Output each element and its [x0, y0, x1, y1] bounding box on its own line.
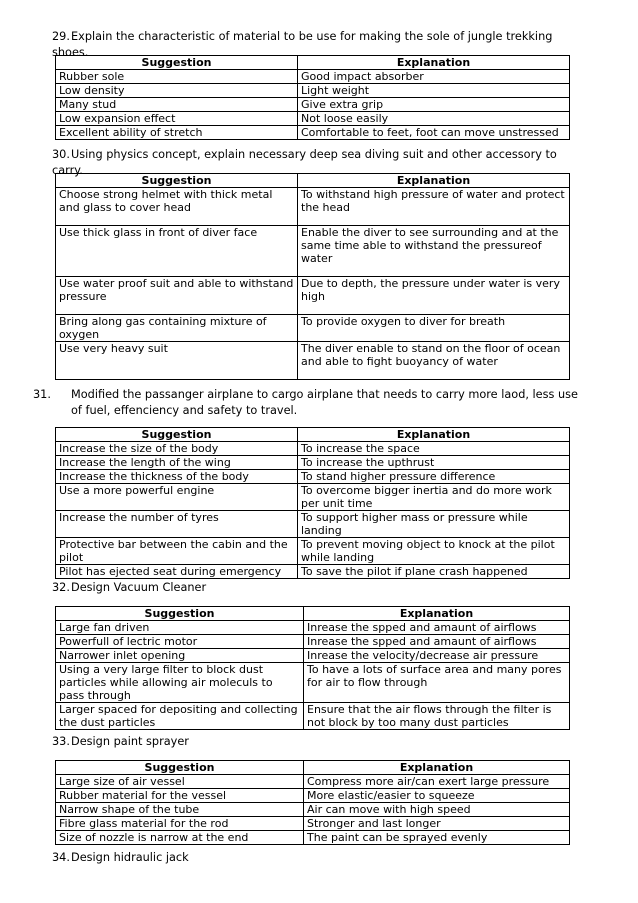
table-row	[56, 277, 570, 315]
table-row	[56, 803, 570, 817]
question-text: Design Vacuum Cleaner	[71, 581, 207, 594]
suggestion-cell: Excellent ability of stretch	[56, 126, 298, 140]
header-explanation: Explanation	[298, 174, 570, 188]
question-number: 29.	[52, 30, 70, 43]
table-header-row	[56, 428, 570, 442]
question-31	[33, 387, 591, 419]
table-row	[56, 789, 570, 803]
table-row	[56, 84, 570, 98]
explanation-cell: Not loose easily	[298, 112, 570, 126]
explanation-cell: To overcome bigger inertia and do more work per unit time	[298, 484, 570, 511]
table-30	[55, 173, 570, 380]
table-row	[56, 70, 570, 84]
table-row	[56, 188, 570, 226]
suggestion-cell: Increase the size of the body	[56, 442, 298, 456]
suggestion-cell: Rubber sole	[56, 70, 298, 84]
table-row	[56, 511, 570, 538]
suggestion-cell: Use water proof suit and able to withstand pressure	[56, 277, 298, 315]
suggestion-cell: Many stud	[56, 98, 298, 112]
suggestion-cell: Large size of air vessel	[56, 775, 304, 789]
table-row	[56, 315, 570, 342]
table-32	[55, 606, 570, 730]
suggestion-cell: Increase the thickness of the body	[56, 470, 298, 484]
question-32	[52, 580, 572, 596]
table-row	[56, 635, 570, 649]
table-header-row	[56, 607, 570, 621]
suggestion-cell: Powerfull of lectric motor	[56, 635, 304, 649]
table-row	[56, 470, 570, 484]
table-row	[56, 703, 570, 730]
suggestion-cell: Use thick glass in front of diver face	[56, 226, 298, 277]
question-text: Explain the characteristic of material to be use for making the sole of jungle trekking shoes.	[52, 30, 553, 59]
header-suggestion: Suggestion	[56, 56, 298, 70]
suggestion-cell: Large fan driven	[56, 621, 304, 635]
table-header-row	[56, 761, 570, 775]
explanation-cell: Inrease the spped and amaunt of airflows	[304, 635, 570, 649]
header-explanation: Explanation	[304, 607, 570, 621]
table-row	[56, 831, 570, 845]
header-suggestion: Suggestion	[56, 428, 298, 442]
explanation-cell: The paint can be sprayed evenly	[304, 831, 570, 845]
header-suggestion: Suggestion	[56, 607, 304, 621]
question-text: Modified the passanger airplane to cargo airplane that needs to carry more laod, less use of fuel, effenciency and safety to travel.	[71, 388, 578, 417]
suggestion-cell: Protective bar between the cabin and the pilot	[56, 538, 298, 565]
table-row	[56, 538, 570, 565]
suggestion-cell: Use very heavy suit	[56, 342, 298, 380]
table-header-row	[56, 174, 570, 188]
explanation-cell: Air can move with high speed	[304, 803, 570, 817]
header-explanation: Explanation	[298, 428, 570, 442]
question-text: Using physics concept, explain necessary deep sea diving suit and other accessory to carry.	[52, 148, 557, 177]
question-number: 32.	[52, 581, 70, 594]
suggestion-cell: Low expansion effect	[56, 112, 298, 126]
question-number: 33.	[52, 735, 70, 748]
suggestion-cell: Narrow shape of the tube	[56, 803, 304, 817]
table-row	[56, 98, 570, 112]
question-text: Design paint sprayer	[71, 735, 189, 748]
header-suggestion: Suggestion	[56, 761, 304, 775]
suggestion-cell: Larger spaced for depositing and collecting the dust particles	[56, 703, 304, 730]
table-row	[56, 565, 570, 579]
suggestion-cell: Rubber material for the vessel	[56, 789, 304, 803]
question-34	[52, 850, 572, 866]
explanation-cell: To have a lots of surface area and many pores for air to flow through	[304, 663, 570, 703]
suggestion-cell: Fibre glass material for the rod	[56, 817, 304, 831]
explanation-cell: Give extra grip	[298, 98, 570, 112]
question-text: Design hidraulic jack	[71, 851, 189, 864]
suggestion-cell: Low density	[56, 84, 298, 98]
table-row	[56, 442, 570, 456]
table-row	[56, 663, 570, 703]
table-row	[56, 484, 570, 511]
table-row	[56, 621, 570, 635]
explanation-cell: Comfortable to feet, foot can move unstressed	[298, 126, 570, 140]
suggestion-cell: Use a more powerful engine	[56, 484, 298, 511]
table-31	[55, 427, 570, 579]
table-33	[55, 760, 570, 845]
table-29	[55, 55, 570, 140]
suggestion-cell: Size of nozzle is narrow at the end	[56, 831, 304, 845]
explanation-cell: Light weight	[298, 84, 570, 98]
explanation-cell: To increase the upthrust	[298, 456, 570, 470]
explanation-cell: The diver enable to stand on the floor of ocean and able to fight buoyancy of water	[298, 342, 570, 380]
table-row	[56, 126, 570, 140]
explanation-cell: To withstand high pressure of water and protect the head	[298, 188, 570, 226]
header-explanation: Explanation	[304, 761, 570, 775]
table-header-row	[56, 56, 570, 70]
question-33	[52, 734, 572, 750]
explanation-cell: Compress more air/can exert large pressure	[304, 775, 570, 789]
suggestion-cell: Using a very large filter to block dust particles while allowing air moleculs to pass through	[56, 663, 304, 703]
question-number: 31.	[33, 388, 51, 401]
explanation-cell: Ensure that the air flows through the filter is not block by too many dust particles	[304, 703, 570, 730]
suggestion-cell: Bring along gas containing mixture of oxygen	[56, 315, 298, 342]
table-row	[56, 342, 570, 380]
explanation-cell: Stronger and last longer	[304, 817, 570, 831]
suggestion-cell: Increase the number of tyres	[56, 511, 298, 538]
explanation-cell: More elastic/easier to squeeze	[304, 789, 570, 803]
explanation-cell: Enable the diver to see surrounding and at the same time able to withstand the pressureof water	[298, 226, 570, 277]
header-explanation: Explanation	[298, 56, 570, 70]
table-row	[56, 226, 570, 277]
table-row	[56, 456, 570, 470]
table-row	[56, 112, 570, 126]
suggestion-cell: Increase the length of the wing	[56, 456, 298, 470]
table-row	[56, 817, 570, 831]
suggestion-cell: Narrower inlet opening	[56, 649, 304, 663]
explanation-cell: To stand higher pressure difference	[298, 470, 570, 484]
suggestion-cell: Choose strong helmet with thick metal and glass to cover head	[56, 188, 298, 226]
question-number: 30.	[52, 148, 70, 161]
explanation-cell: To provide oxygen to diver for breath	[298, 315, 570, 342]
question-number: 34.	[52, 851, 70, 864]
explanation-cell: To support higher mass or pressure while landing	[298, 511, 570, 538]
explanation-cell: To increase the space	[298, 442, 570, 456]
explanation-cell: Good impact absorber	[298, 70, 570, 84]
explanation-cell: To save the pilot if plane crash happened	[298, 565, 570, 579]
explanation-cell: To prevent moving object to knock at the pilot while landing	[298, 538, 570, 565]
explanation-cell: Inrease the spped and amaunt of airflows	[304, 621, 570, 635]
table-row	[56, 775, 570, 789]
explanation-cell: Inrease the velocity/decrease air pressure	[304, 649, 570, 663]
table-row	[56, 649, 570, 663]
suggestion-cell: Pilot has ejected seat during emergency	[56, 565, 298, 579]
header-suggestion: Suggestion	[56, 174, 298, 188]
explanation-cell: Due to depth, the pressure under water is very high	[298, 277, 570, 315]
